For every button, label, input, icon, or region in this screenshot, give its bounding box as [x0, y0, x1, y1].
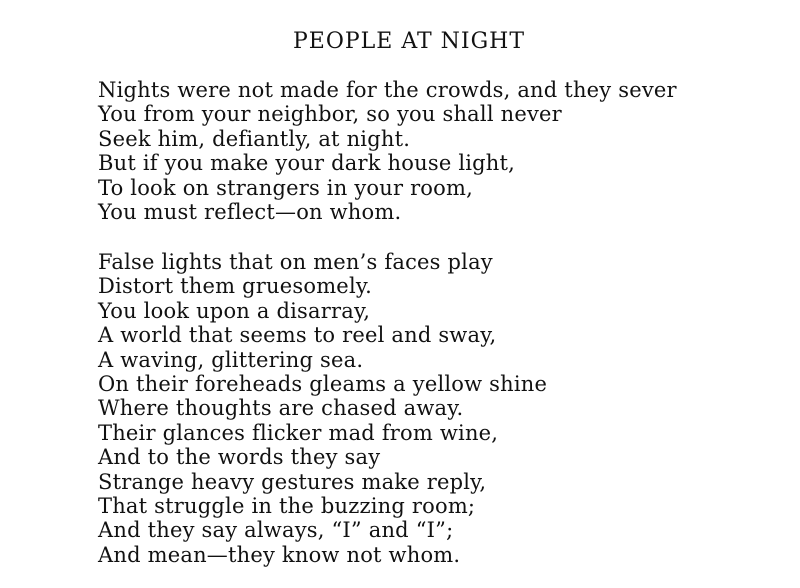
poem-line: And mean—they know not whom.	[98, 542, 461, 567]
poem-line: Distort them gruesomely.	[98, 274, 373, 299]
poem-line: You look upon a disarray,	[98, 298, 371, 323]
poem-line: You must reflect—on whom.	[98, 199, 402, 224]
poem-line: A waving, glittering sea.	[98, 347, 364, 372]
poem-line: And they say always, “I” and “I”;	[98, 518, 454, 543]
stanza-2	[98, 250, 547, 567]
poem-line: Strange heavy gestures make reply,	[98, 469, 487, 494]
poem-line: A world that seems to reel and sway,	[98, 323, 497, 348]
poem-line: Their glances flicker mad from wine,	[98, 420, 499, 445]
stanza-1	[98, 78, 677, 224]
poem-line: Where thoughts are chased away.	[98, 396, 464, 421]
poem-line: False lights that on men’s faces play	[98, 250, 493, 274]
poem-line: Nights were not made for the crowds, and they sever	[98, 78, 677, 102]
poem-line: To look on strangers in your room,	[98, 175, 473, 200]
poem-line: You from your neighbor, so you shall never	[98, 102, 562, 127]
poem-line: And to the words they say	[98, 445, 381, 470]
poem-line: Seek him, defiantly, at night.	[98, 126, 411, 151]
poem-line: But if you make your dark house light,	[98, 151, 516, 176]
poem-line: That struggle in the buzzing room;	[98, 493, 476, 518]
poem-title: PEOPLE AT NIGHT	[292, 29, 526, 54]
poem-line: On their foreheads gleams a yellow shine	[98, 371, 548, 396]
